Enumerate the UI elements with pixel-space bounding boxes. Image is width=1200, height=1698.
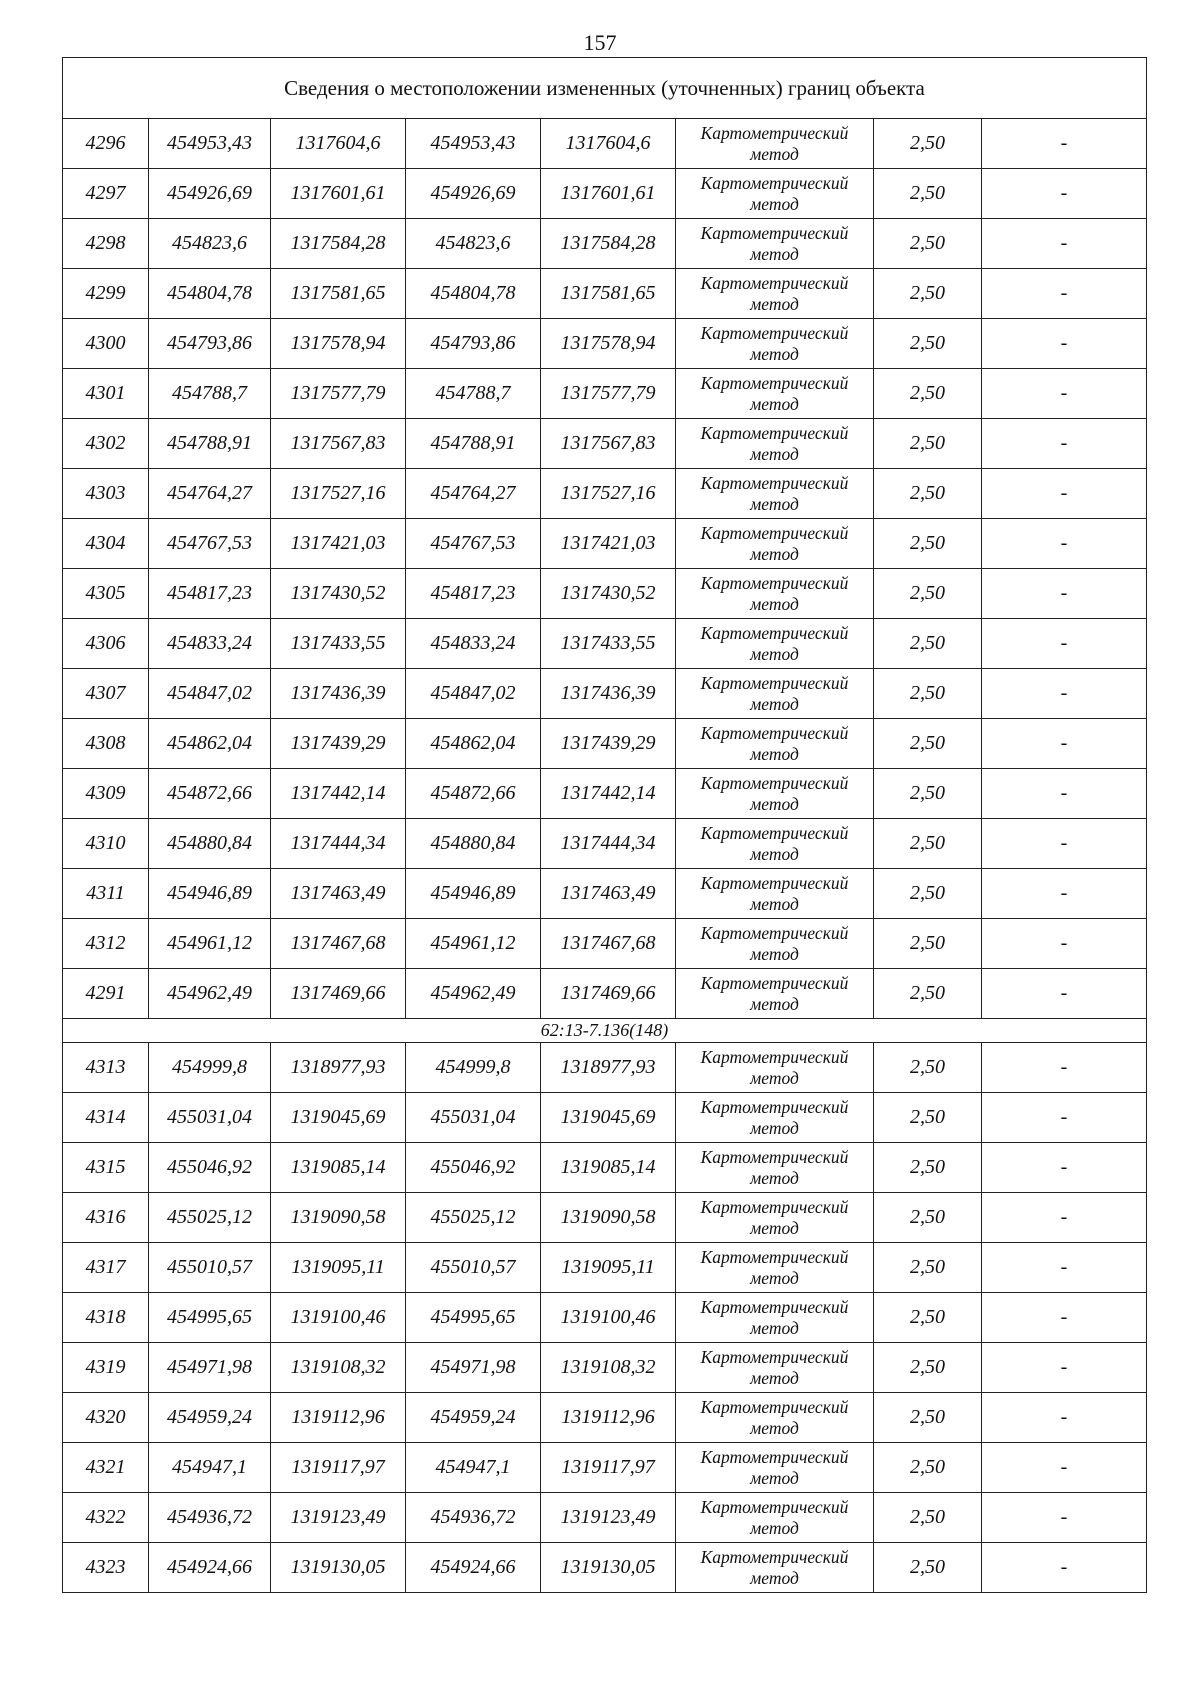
- y-existing-cell: 1319108,32: [271, 1343, 406, 1393]
- description-cell: -: [982, 1093, 1147, 1143]
- y-new-cell: 1319045,69: [541, 1093, 676, 1143]
- y-existing-cell: 1319123,49: [271, 1493, 406, 1543]
- x-new-cell: 454823,6: [406, 219, 541, 269]
- y-new-cell: 1317439,29: [541, 719, 676, 769]
- y-existing-cell: 1317442,14: [271, 769, 406, 819]
- method-cell: Картометрический метод: [676, 369, 874, 419]
- x-existing-cell: 454833,24: [149, 619, 271, 669]
- x-existing-cell: 454804,78: [149, 269, 271, 319]
- y-existing-cell: 1317467,68: [271, 919, 406, 969]
- table-body: [63, 58, 1147, 1593]
- method-cell: Картометрический метод: [676, 1143, 874, 1193]
- accuracy-cell: 2,50: [874, 119, 982, 169]
- section-label: 62:13-7.136(148): [63, 1019, 1147, 1043]
- x-existing-cell: 455046,92: [149, 1143, 271, 1193]
- accuracy-cell: 2,50: [874, 369, 982, 419]
- y-existing-cell: 1319090,58: [271, 1193, 406, 1243]
- description-cell: -: [982, 1543, 1147, 1593]
- point-number-cell: 4311: [63, 869, 149, 919]
- point-number-cell: 4291: [63, 969, 149, 1019]
- y-existing-cell: 1317439,29: [271, 719, 406, 769]
- x-existing-cell: 454947,1: [149, 1443, 271, 1493]
- description-cell: -: [982, 369, 1147, 419]
- method-cell: Картометрический метод: [676, 619, 874, 669]
- point-number-cell: 4309: [63, 769, 149, 819]
- x-new-cell: 454936,72: [406, 1493, 541, 1543]
- point-number-cell: 4300: [63, 319, 149, 369]
- table-row: [63, 1143, 1147, 1193]
- x-new-cell: 454953,43: [406, 119, 541, 169]
- x-existing-cell: 454953,43: [149, 119, 271, 169]
- x-new-cell: 454833,24: [406, 619, 541, 669]
- x-existing-cell: 454924,66: [149, 1543, 271, 1593]
- x-new-cell: 454946,89: [406, 869, 541, 919]
- table-row: [63, 519, 1147, 569]
- accuracy-cell: 2,50: [874, 669, 982, 719]
- description-cell: -: [982, 1443, 1147, 1493]
- description-cell: -: [982, 269, 1147, 319]
- y-existing-cell: 1317444,34: [271, 819, 406, 869]
- x-existing-cell: 454959,24: [149, 1393, 271, 1443]
- y-existing-cell: 1317430,52: [271, 569, 406, 619]
- y-existing-cell: 1317469,66: [271, 969, 406, 1019]
- description-cell: -: [982, 969, 1147, 1019]
- table-row: [63, 919, 1147, 969]
- x-existing-cell: 454862,04: [149, 719, 271, 769]
- table-row: [63, 569, 1147, 619]
- point-number-cell: 4310: [63, 819, 149, 869]
- method-cell: Картометрический метод: [676, 519, 874, 569]
- x-existing-cell: 454946,89: [149, 869, 271, 919]
- table-row: [63, 169, 1147, 219]
- point-number-cell: 4318: [63, 1293, 149, 1343]
- table-row: [63, 469, 1147, 519]
- method-cell: Картометрический метод: [676, 419, 874, 469]
- x-new-cell: 454962,49: [406, 969, 541, 1019]
- method-cell: Картометрический метод: [676, 169, 874, 219]
- x-existing-cell: 455025,12: [149, 1193, 271, 1243]
- y-new-cell: 1318977,93: [541, 1043, 676, 1093]
- x-existing-cell: 454995,65: [149, 1293, 271, 1343]
- table-row: [63, 269, 1147, 319]
- accuracy-cell: 2,50: [874, 719, 982, 769]
- accuracy-cell: 2,50: [874, 1343, 982, 1393]
- table-row: [63, 119, 1147, 169]
- point-number-cell: 4313: [63, 1043, 149, 1093]
- point-number-cell: 4296: [63, 119, 149, 169]
- point-number-cell: 4308: [63, 719, 149, 769]
- accuracy-cell: 2,50: [874, 1393, 982, 1443]
- method-cell: Картометрический метод: [676, 319, 874, 369]
- x-new-cell: 454971,98: [406, 1343, 541, 1393]
- point-number-cell: 4316: [63, 1193, 149, 1243]
- description-cell: -: [982, 619, 1147, 669]
- table-row: [63, 1543, 1147, 1593]
- table-row: [63, 869, 1147, 919]
- y-new-cell: 1317430,52: [541, 569, 676, 619]
- description-cell: -: [982, 1393, 1147, 1443]
- y-new-cell: 1319095,11: [541, 1243, 676, 1293]
- method-cell: Картометрический метод: [676, 1043, 874, 1093]
- method-cell: Картометрический метод: [676, 869, 874, 919]
- x-new-cell: 454959,24: [406, 1393, 541, 1443]
- accuracy-cell: 2,50: [874, 319, 982, 369]
- description-cell: -: [982, 1193, 1147, 1243]
- table-row: [63, 1043, 1147, 1093]
- y-existing-cell: 1319095,11: [271, 1243, 406, 1293]
- x-new-cell: 454862,04: [406, 719, 541, 769]
- y-new-cell: 1319123,49: [541, 1493, 676, 1543]
- y-new-cell: 1317578,94: [541, 319, 676, 369]
- x-new-cell: 455046,92: [406, 1143, 541, 1193]
- point-number-cell: 4297: [63, 169, 149, 219]
- point-number-cell: 4314: [63, 1093, 149, 1143]
- y-existing-cell: 1317421,03: [271, 519, 406, 569]
- x-new-cell: 454817,23: [406, 569, 541, 619]
- accuracy-cell: 2,50: [874, 219, 982, 269]
- y-existing-cell: 1317463,49: [271, 869, 406, 919]
- y-new-cell: 1317444,34: [541, 819, 676, 869]
- x-existing-cell: 454788,7: [149, 369, 271, 419]
- table-row: [63, 719, 1147, 769]
- y-new-cell: 1317442,14: [541, 769, 676, 819]
- table-row: [63, 1393, 1147, 1443]
- x-existing-cell: 454793,86: [149, 319, 271, 369]
- y-existing-cell: 1317604,6: [271, 119, 406, 169]
- method-cell: Картометрический метод: [676, 1193, 874, 1243]
- y-existing-cell: 1318977,93: [271, 1043, 406, 1093]
- method-cell: Картометрический метод: [676, 1093, 874, 1143]
- method-cell: Картометрический метод: [676, 969, 874, 1019]
- method-cell: Картометрический метод: [676, 1493, 874, 1543]
- method-cell: Картометрический метод: [676, 1343, 874, 1393]
- method-cell: Картометрический метод: [676, 1293, 874, 1343]
- x-existing-cell: 454817,23: [149, 569, 271, 619]
- x-new-cell: 454788,91: [406, 419, 541, 469]
- x-new-cell: 454793,86: [406, 319, 541, 369]
- description-cell: -: [982, 519, 1147, 569]
- x-new-cell: 454788,7: [406, 369, 541, 419]
- description-cell: -: [982, 719, 1147, 769]
- y-new-cell: 1317436,39: [541, 669, 676, 719]
- table-row: [63, 669, 1147, 719]
- description-cell: -: [982, 569, 1147, 619]
- y-existing-cell: 1317601,61: [271, 169, 406, 219]
- description-cell: -: [982, 1143, 1147, 1193]
- description-cell: -: [982, 769, 1147, 819]
- accuracy-cell: 2,50: [874, 269, 982, 319]
- accuracy-cell: 2,50: [874, 769, 982, 819]
- x-new-cell: 454924,66: [406, 1543, 541, 1593]
- y-new-cell: 1319108,32: [541, 1343, 676, 1393]
- method-cell: Картометрический метод: [676, 1393, 874, 1443]
- x-new-cell: 454872,66: [406, 769, 541, 819]
- table-row: [63, 769, 1147, 819]
- accuracy-cell: 2,50: [874, 169, 982, 219]
- description-cell: -: [982, 1343, 1147, 1393]
- x-existing-cell: 455010,57: [149, 1243, 271, 1293]
- x-existing-cell: 454880,84: [149, 819, 271, 869]
- table-row: [63, 1343, 1147, 1393]
- description-cell: -: [982, 919, 1147, 969]
- x-new-cell: 455031,04: [406, 1093, 541, 1143]
- accuracy-cell: 2,50: [874, 1243, 982, 1293]
- table-row: [63, 319, 1147, 369]
- method-cell: Картометрический метод: [676, 669, 874, 719]
- description-cell: -: [982, 319, 1147, 369]
- table-title-row: [63, 58, 1147, 119]
- x-new-cell: 454804,78: [406, 269, 541, 319]
- table-title: Сведения о местоположении измененных (уточненных) границ объекта: [63, 58, 1147, 119]
- y-existing-cell: 1317577,79: [271, 369, 406, 419]
- point-number-cell: 4305: [63, 569, 149, 619]
- y-new-cell: 1317527,16: [541, 469, 676, 519]
- method-cell: Картометрический метод: [676, 719, 874, 769]
- description-cell: -: [982, 1493, 1147, 1543]
- description-cell: -: [982, 669, 1147, 719]
- point-number-cell: 4302: [63, 419, 149, 469]
- point-number-cell: 4315: [63, 1143, 149, 1193]
- y-existing-cell: 1319112,96: [271, 1393, 406, 1443]
- x-existing-cell: 454823,6: [149, 219, 271, 269]
- y-new-cell: 1319130,05: [541, 1543, 676, 1593]
- method-cell: Картометрический метод: [676, 119, 874, 169]
- point-number-cell: 4319: [63, 1343, 149, 1393]
- accuracy-cell: 2,50: [874, 1093, 982, 1143]
- description-cell: -: [982, 819, 1147, 869]
- description-cell: -: [982, 469, 1147, 519]
- y-new-cell: 1319117,97: [541, 1443, 676, 1493]
- y-existing-cell: 1319045,69: [271, 1093, 406, 1143]
- method-cell: Картометрический метод: [676, 219, 874, 269]
- method-cell: Картометрический метод: [676, 919, 874, 969]
- method-cell: Картометрический метод: [676, 1243, 874, 1293]
- accuracy-cell: 2,50: [874, 519, 982, 569]
- x-existing-cell: 454872,66: [149, 769, 271, 819]
- accuracy-cell: 2,50: [874, 1443, 982, 1493]
- y-new-cell: 1317463,49: [541, 869, 676, 919]
- x-new-cell: 454880,84: [406, 819, 541, 869]
- x-existing-cell: 454999,8: [149, 1043, 271, 1093]
- accuracy-cell: 2,50: [874, 619, 982, 669]
- description-cell: -: [982, 169, 1147, 219]
- table-row: [63, 819, 1147, 869]
- x-existing-cell: 454847,02: [149, 669, 271, 719]
- x-new-cell: 455010,57: [406, 1243, 541, 1293]
- x-new-cell: 454961,12: [406, 919, 541, 969]
- point-number-cell: 4317: [63, 1243, 149, 1293]
- x-existing-cell: 454767,53: [149, 519, 271, 569]
- accuracy-cell: 2,50: [874, 469, 982, 519]
- description-cell: -: [982, 119, 1147, 169]
- table-row: [63, 419, 1147, 469]
- y-new-cell: 1317567,83: [541, 419, 676, 469]
- accuracy-cell: 2,50: [874, 869, 982, 919]
- point-number-cell: 4304: [63, 519, 149, 569]
- y-existing-cell: 1319130,05: [271, 1543, 406, 1593]
- method-cell: Картометрический метод: [676, 769, 874, 819]
- x-new-cell: 454847,02: [406, 669, 541, 719]
- coordinates-table: [62, 57, 1147, 1593]
- y-existing-cell: 1317578,94: [271, 319, 406, 369]
- method-cell: Картометрический метод: [676, 1543, 874, 1593]
- point-number-cell: 4320: [63, 1393, 149, 1443]
- accuracy-cell: 2,50: [874, 969, 982, 1019]
- accuracy-cell: 2,50: [874, 569, 982, 619]
- accuracy-cell: 2,50: [874, 1293, 982, 1343]
- x-existing-cell: 455031,04: [149, 1093, 271, 1143]
- x-new-cell: 454764,27: [406, 469, 541, 519]
- x-new-cell: 454947,1: [406, 1443, 541, 1493]
- y-new-cell: 1317584,28: [541, 219, 676, 269]
- description-cell: -: [982, 1043, 1147, 1093]
- x-new-cell: 454995,65: [406, 1293, 541, 1343]
- description-cell: -: [982, 1243, 1147, 1293]
- accuracy-cell: 2,50: [874, 1043, 982, 1093]
- point-number-cell: 4301: [63, 369, 149, 419]
- point-number-cell: 4322: [63, 1493, 149, 1543]
- x-existing-cell: 454788,91: [149, 419, 271, 469]
- description-cell: -: [982, 1293, 1147, 1343]
- x-existing-cell: 454961,12: [149, 919, 271, 969]
- x-new-cell: 454926,69: [406, 169, 541, 219]
- y-existing-cell: 1317527,16: [271, 469, 406, 519]
- table-row: [63, 1093, 1147, 1143]
- y-new-cell: 1319112,96: [541, 1393, 676, 1443]
- y-existing-cell: 1317436,39: [271, 669, 406, 719]
- description-cell: -: [982, 419, 1147, 469]
- y-new-cell: 1317469,66: [541, 969, 676, 1019]
- y-existing-cell: 1317433,55: [271, 619, 406, 669]
- y-new-cell: 1317433,55: [541, 619, 676, 669]
- y-new-cell: 1317601,61: [541, 169, 676, 219]
- x-existing-cell: 454926,69: [149, 169, 271, 219]
- y-existing-cell: 1317581,65: [271, 269, 406, 319]
- x-new-cell: 454767,53: [406, 519, 541, 569]
- point-number-cell: 4306: [63, 619, 149, 669]
- description-cell: -: [982, 219, 1147, 269]
- accuracy-cell: 2,50: [874, 1193, 982, 1243]
- point-number-cell: 4298: [63, 219, 149, 269]
- x-new-cell: 454999,8: [406, 1043, 541, 1093]
- table-row: [63, 1193, 1147, 1243]
- section-row: [63, 1019, 1147, 1043]
- y-new-cell: 1317577,79: [541, 369, 676, 419]
- y-new-cell: 1317467,68: [541, 919, 676, 969]
- table-row: [63, 1493, 1147, 1543]
- method-cell: Картометрический метод: [676, 469, 874, 519]
- method-cell: Картометрический метод: [676, 269, 874, 319]
- x-existing-cell: 454962,49: [149, 969, 271, 1019]
- method-cell: Картометрический метод: [676, 1443, 874, 1493]
- y-existing-cell: 1317584,28: [271, 219, 406, 269]
- y-existing-cell: 1319100,46: [271, 1293, 406, 1343]
- accuracy-cell: 2,50: [874, 919, 982, 969]
- accuracy-cell: 2,50: [874, 1543, 982, 1593]
- accuracy-cell: 2,50: [874, 419, 982, 469]
- x-existing-cell: 454936,72: [149, 1493, 271, 1543]
- method-cell: Картометрический метод: [676, 819, 874, 869]
- table-row: [63, 969, 1147, 1019]
- table-row: [63, 1293, 1147, 1343]
- y-new-cell: 1317581,65: [541, 269, 676, 319]
- table-row: [63, 1243, 1147, 1293]
- table-row: [63, 619, 1147, 669]
- y-existing-cell: 1317567,83: [271, 419, 406, 469]
- table-row: [63, 1443, 1147, 1493]
- y-new-cell: 1319100,46: [541, 1293, 676, 1343]
- point-number-cell: 4312: [63, 919, 149, 969]
- page-number: 157: [583, 30, 617, 55]
- accuracy-cell: 2,50: [874, 819, 982, 869]
- point-number-cell: 4307: [63, 669, 149, 719]
- y-new-cell: 1317421,03: [541, 519, 676, 569]
- method-cell: Картометрический метод: [676, 569, 874, 619]
- table-row: [63, 219, 1147, 269]
- point-number-cell: 4321: [63, 1443, 149, 1493]
- accuracy-cell: 2,50: [874, 1493, 982, 1543]
- y-new-cell: 1319090,58: [541, 1193, 676, 1243]
- y-existing-cell: 1319117,97: [271, 1443, 406, 1493]
- description-cell: -: [982, 869, 1147, 919]
- x-new-cell: 455025,12: [406, 1193, 541, 1243]
- x-existing-cell: 454971,98: [149, 1343, 271, 1393]
- y-new-cell: 1317604,6: [541, 119, 676, 169]
- y-existing-cell: 1319085,14: [271, 1143, 406, 1193]
- table-row: [63, 369, 1147, 419]
- point-number-cell: 4323: [63, 1543, 149, 1593]
- x-existing-cell: 454764,27: [149, 469, 271, 519]
- point-number-cell: 4303: [63, 469, 149, 519]
- point-number-cell: 4299: [63, 269, 149, 319]
- y-new-cell: 1319085,14: [541, 1143, 676, 1193]
- accuracy-cell: 2,50: [874, 1143, 982, 1193]
